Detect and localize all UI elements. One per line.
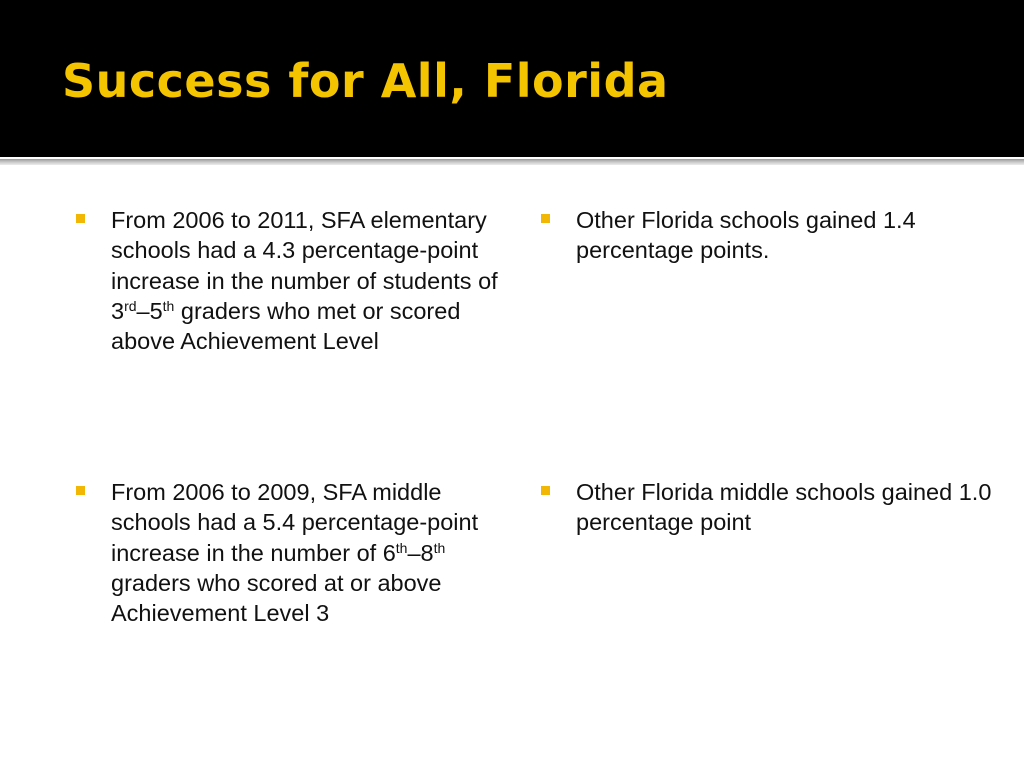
bullet-text: From 2006 to 2011, SFA elementary schools had a 4.3 percentage-point increase in the number of students of 3 xyxy=(111,207,498,324)
bullet-text: Other Florida middle schools gained 1.0 percentage point xyxy=(576,479,992,536)
title-bar xyxy=(0,0,1024,157)
bullet-marker-icon xyxy=(541,486,550,495)
bullet-sfa-middle xyxy=(76,477,521,628)
bullet-text: Other Florida schools gained 1.4 percentage points. xyxy=(576,207,916,264)
bullet-sfa-elementary xyxy=(76,205,521,356)
bullet-marker-icon xyxy=(76,486,85,495)
superscript: rd xyxy=(124,297,137,314)
bullet-text: –8 xyxy=(407,539,434,566)
title-divider xyxy=(0,157,1024,165)
superscript: th xyxy=(433,539,446,556)
bullet-text: From 2006 to 2009, SFA middle schools had a 5.4 percentage-point increase in the number of 6 xyxy=(111,479,479,566)
bullet-text: –5 xyxy=(136,297,163,324)
superscript: th xyxy=(395,539,408,556)
bullet-marker-icon xyxy=(541,214,550,223)
bullet-text: graders who scored at or above Achievement Level 3 xyxy=(111,569,442,627)
bullet-other-schools xyxy=(541,205,996,266)
slide-title: Success for All, Florida xyxy=(62,54,669,108)
bullet-text: graders who met or scored above Achievement Level xyxy=(111,297,461,355)
bullet-marker-icon xyxy=(76,214,85,223)
bullet-other-middle-schools xyxy=(541,477,996,538)
superscript: th xyxy=(162,297,175,314)
